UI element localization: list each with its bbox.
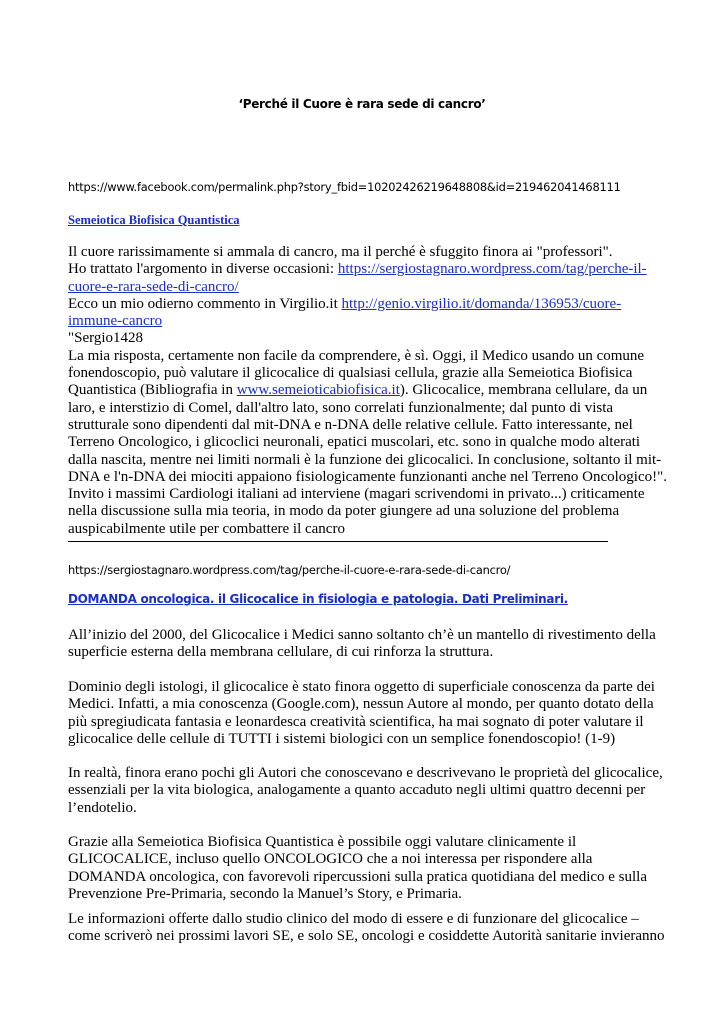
paragraph-line: Medici. Infatti, a mia conoscenza (Google.com), nessun Autore al mondo, per quanto dotato della bbox=[68, 696, 654, 713]
paragraph-line: GLICOCALICE, incluso quello ONCOLOGICO che a noi interessa per rispondere alla bbox=[68, 851, 593, 868]
intro-line bbox=[68, 382, 668, 399]
paragraph-line: glicocalice delle cellule di TUTTI i sistemi biologici con un semplice fonendoscopio! (1-9) bbox=[68, 730, 616, 747]
paragraph-3 bbox=[68, 765, 668, 817]
paragraph-1 bbox=[68, 627, 668, 662]
intro-line bbox=[68, 296, 668, 313]
paragraph-line: più spregiudicata fantasia e leonardesca creatività scientifica, ha mai sognato di poter valutare il bbox=[68, 713, 644, 730]
paragraph-line: All’inizio del 2000, del Glicocalice i Medici sanno soltanto ch’è un mantello di rivestimento della bbox=[68, 627, 656, 643]
paragraph-line: In realtà, finora erano pochi gli Autori che conoscevano e descrivevano le proprietà del glicocalice, bbox=[68, 765, 663, 781]
intro-line: laro, e interstizio di Comel, dall'altro lato, sono correlati funzionalmente; dal punto di vista bbox=[68, 399, 614, 416]
intro-line: DNA e l'n-DNA dei miociti appaiono fisiologicamente funzionanti anche nel Terreno Oncologico!". bbox=[68, 468, 667, 485]
paragraph-line: come scriverò nei prossimi lavori SE, e solo SE, oncologi e cosiddette Autorità sanitarie invieranno bbox=[68, 928, 665, 945]
virgilio-link-cont[interactable]: immune-cancro bbox=[68, 313, 163, 330]
wordpress-link[interactable]: https://sergiostagnaro.wordpress.com/tag/perche-il- bbox=[337, 261, 647, 278]
intro-text: ). Glicocalice, membrana cellulare, da un bbox=[399, 382, 648, 399]
paragraph-4 bbox=[68, 834, 668, 903]
intro-line: auspicabilmente utile per combattere il cancro bbox=[68, 520, 345, 537]
intro-line: dalla nascita, mentre nei limiti normali è la funzione dei glicocalici. In conclusione, soltanto il mit- bbox=[68, 451, 662, 468]
intro-line: "Sergio1428 bbox=[68, 330, 144, 347]
intro-text: Ho trattato l'argomento in diverse occasioni: bbox=[68, 261, 338, 278]
intro-line bbox=[68, 313, 668, 330]
paragraph-line: l’endotelio. bbox=[68, 799, 137, 816]
intro-line: Terreno Oncologico, i glicoclici neuronali, epatici muscolari, etc. sono in qualche modo alterati bbox=[68, 434, 641, 451]
paragraph-2 bbox=[68, 679, 668, 748]
section-link-semeiotica[interactable]: Semeiotica Biofisica Quantistica bbox=[68, 213, 240, 227]
wordpress-link-cont[interactable]: cuore-e-rara-sede-di-cancro/ bbox=[68, 278, 239, 295]
intro-line: fonendoscopio, può valutare il glicocalice di qualsiasi cellula, grazie alla Semeiotica Biofisica bbox=[68, 365, 633, 382]
intro-line: Il cuore rarissimamente si ammala di cancro, ma il perché è sfuggito finora ai "professori". bbox=[68, 244, 613, 260]
intro-line: Invito i massimi Cardiologi italiani ad interviene (magari scrivendomi in privato...) criticamente bbox=[68, 486, 645, 503]
horizontal-rule bbox=[68, 541, 608, 542]
intro-line: La mia risposta, certamente non facile da comprendere, è sì. Oggi, il Medico usando un comune bbox=[68, 347, 645, 364]
paragraph-line: superficie esterna della membrana cellulare, di cui rinforza la struttura. bbox=[68, 644, 494, 661]
intro-line: strutturale sono dipendenti dal mit-DNA e n-DNA delle relative cellule. Fatto interessante, nel bbox=[68, 416, 633, 433]
intro-text: Quantistica (Bibliografia in bbox=[68, 382, 237, 399]
facebook-url: https://www.facebook.com/permalink.php?story_fbid=10202426219648808&id=219462041468111 bbox=[68, 180, 621, 194]
paragraph-line: Dominio degli istologi, il glicocalice è stato finora oggetto di superficiale conoscenza da parte dei bbox=[68, 679, 655, 695]
document-title: ‘Perché il Cuore è rara sede di cancro’ bbox=[238, 97, 486, 111]
section-link-domanda[interactable]: DOMANDA oncologica. il Glicocalice in fisiologia e patologia. Dati Preliminari. bbox=[68, 592, 568, 606]
intro-block bbox=[68, 244, 668, 538]
intro-line: nella discussione sulla mia teoria, in modo da poter giungere ad una soluzione del problema bbox=[68, 503, 620, 520]
intro-line bbox=[68, 279, 668, 296]
virgilio-link[interactable]: http://genio.virgilio.it/domanda/136953/cuore- bbox=[341, 295, 622, 312]
paragraph-line: Prevenzione Pre-Primaria, secondo la Manuel’s Story, e Primaria. bbox=[68, 885, 462, 902]
semeiotica-site-link[interactable]: www.semeioticabiofisica.it bbox=[236, 382, 400, 399]
paragraph-line: Le informazioni offerte dallo studio clinico del modo di essere e di funzionare del glicocalice – bbox=[68, 911, 639, 927]
paragraph-line: DOMANDA oncologica, con favorevoli ripercussioni sulla pratica quotidiana del medico e sulla bbox=[68, 868, 648, 885]
wordpress-url: https://sergiostagnaro.wordpress.com/tag/perche-il-cuore-e-rara-sede-di-cancro/ bbox=[68, 563, 511, 577]
paragraph-line: Grazie alla Semeiotica Biofisica Quantistica è possibile oggi valutare clinicamente il bbox=[68, 834, 577, 850]
intro-line bbox=[68, 261, 668, 278]
paragraph-5 bbox=[68, 911, 668, 946]
paragraph-line: essenziali per la vita biologica, analogamente a quanto accaduto negli ultimi quattro decenni per bbox=[68, 782, 646, 799]
intro-text: Ecco un mio odierno commento in Virgilio.it bbox=[68, 295, 342, 312]
